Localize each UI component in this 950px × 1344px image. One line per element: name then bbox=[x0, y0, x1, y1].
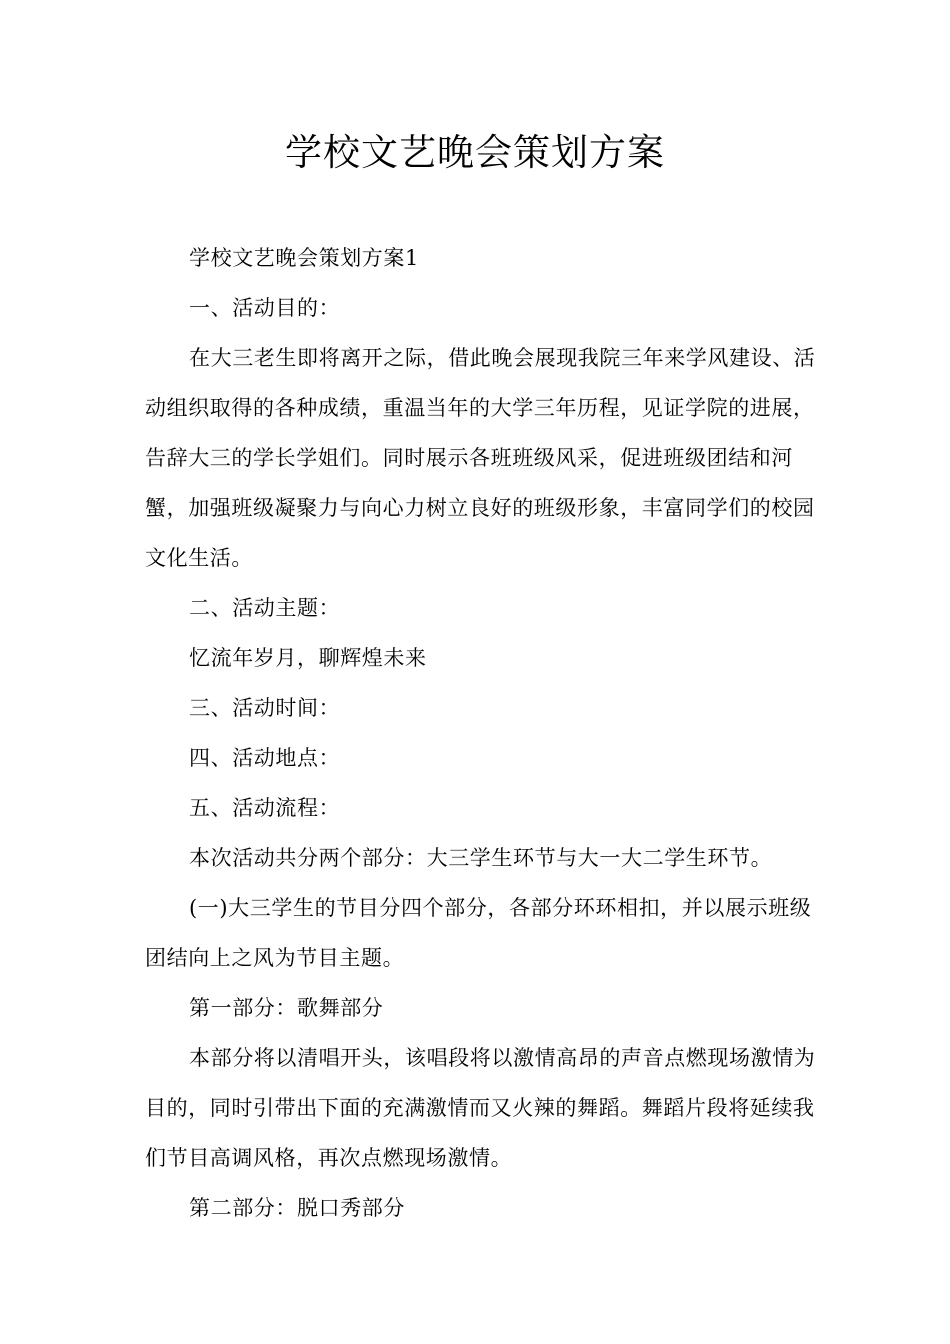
section-heading-theme: 二、活动主题： bbox=[189, 596, 341, 620]
section-heading-purpose: 一、活动目的： bbox=[189, 296, 341, 320]
part-two-heading: 第二部分：脱口秀部分 bbox=[189, 1196, 405, 1220]
paragraph-part-one: 本部分将以清唱开头，该唱段将以激情高昂的声音点燃现场激情为目的，同时引带出下面的充满激情而又火辣的舞蹈。舞蹈片段将延续我们节目高调风格，再次点燃现场激情。 bbox=[145, 1046, 816, 1170]
paragraph-senior-program: (一)大三学生的节目分四个部分，各部分环环相扣，并以展示班级团结向上之风为节目主题。 bbox=[145, 896, 812, 970]
section-heading-time: 三、活动时间： bbox=[189, 696, 341, 720]
paragraph-purpose: 在大三老生即将离开之际，借此晚会展现我院三年来学风建设、活动组织取得的各种成绩，重温当年的大学三年历程，见证学院的进展，告辞大三的学长学姐们。同时展示各班班级风采，促进班级团结和河蟹，加强班级凝聚力与向心力树立良好的班级形象，丰富同学们的校园文化生活。 bbox=[145, 346, 816, 570]
paragraph-process-overview: 本次活动共分两个部分：大三学生环节与大一大二学生环节。 bbox=[189, 846, 773, 870]
document-body bbox=[145, 233, 825, 1233]
document-title: 学校文艺晚会策划方案 bbox=[285, 131, 665, 174]
paragraph-theme: 忆流年岁月，聊辉煌未来 bbox=[189, 646, 427, 670]
section-heading-process: 五、活动流程： bbox=[189, 796, 341, 820]
part-one-heading: 第一部分：歌舞部分 bbox=[189, 996, 384, 1020]
paragraph-heading: 学校文艺晚会策划方案1 bbox=[189, 246, 419, 270]
section-heading-location: 四、活动地点： bbox=[189, 746, 341, 770]
